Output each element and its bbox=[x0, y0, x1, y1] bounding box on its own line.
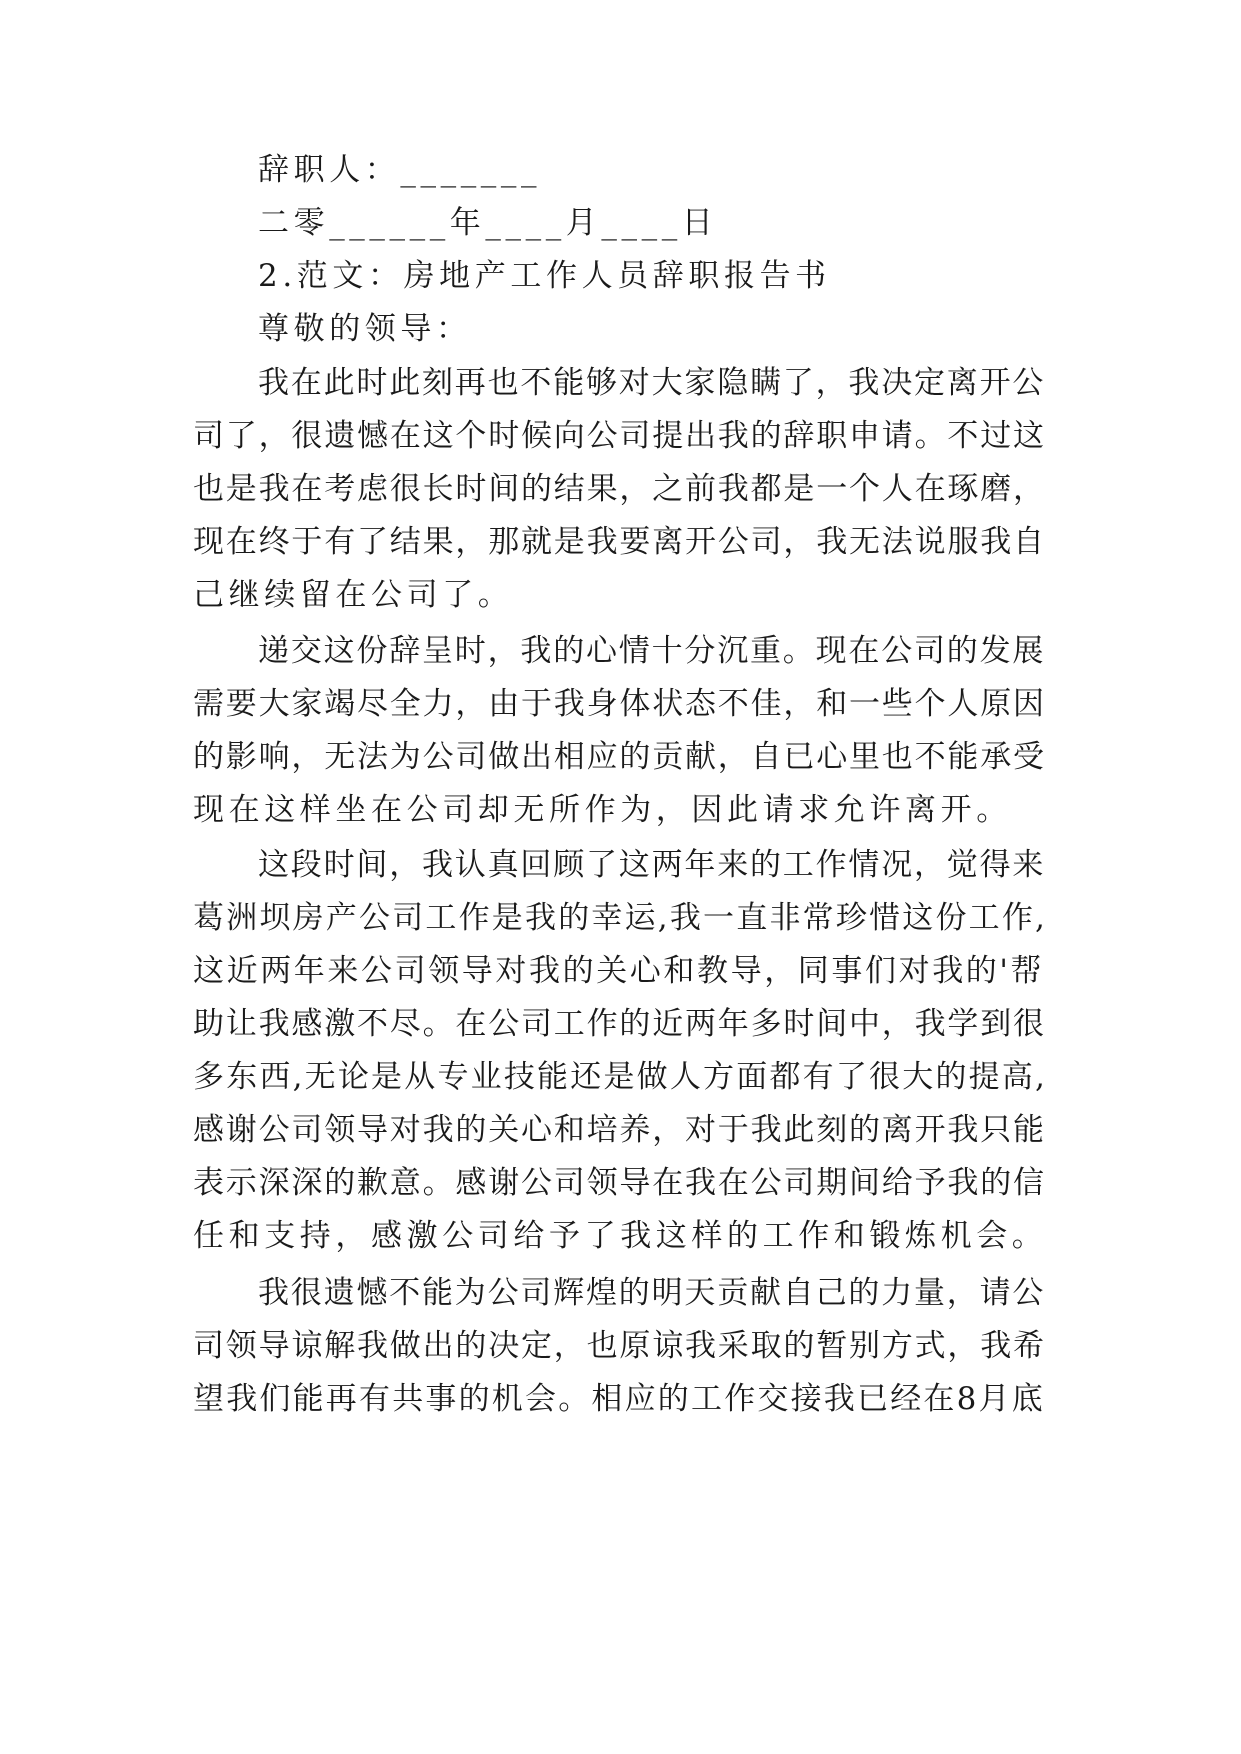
paragraph-line: 这近两年来公司领导对我的关心和教导，同事们对我的'帮 bbox=[193, 953, 1045, 989]
salutation: 尊敬的领导： bbox=[258, 311, 472, 347]
paragraph-line: 己继续留在公司了。 bbox=[193, 577, 514, 613]
paragraph-line: 需要大家竭尽全力，由于我身体状态不佳，和一些个人原因 bbox=[193, 686, 1046, 722]
paragraph-line: 我在此时此刻再也不能够对大家隐瞒了，我决定离开公 bbox=[258, 365, 1046, 401]
paragraph-line: 递交这份辞呈时，我的心情十分沉重。现在公司的发展 bbox=[258, 633, 1046, 669]
paragraph-line: 司了，很遗憾在这个时候向公司提出我的辞职申请。不过这 bbox=[193, 418, 1046, 454]
section-title: 2.范文：房地产工作人员辞职报告书 bbox=[258, 258, 831, 294]
paragraph-line: 任和支持，感激公司给予了我这样的工作和锻炼机会。 bbox=[193, 1218, 1048, 1254]
paragraph-line: 我很遗憾不能为公司辉煌的明天贡献自己的力量，请公 bbox=[258, 1275, 1046, 1311]
paragraph-line: 这段时间，我认真回顾了这两年来的工作情况，觉得来 bbox=[258, 847, 1046, 883]
paragraph-line: 助让我感激不尽。在公司工作的近两年多时间中，我学到很 bbox=[193, 1006, 1046, 1042]
paragraph-line: 司领导谅解我做出的决定，也原谅我采取的暂别方式，我希 bbox=[193, 1328, 1046, 1364]
paragraph-line: 多东西,无论是从专业技能还是做人方面都有了很大的提高, bbox=[193, 1059, 1048, 1095]
date-line: 二零______年____月____日 bbox=[258, 205, 718, 241]
paragraph-line: 的影响，无法为公司做出相应的贡献，自已心里也不能承受 bbox=[193, 739, 1046, 775]
paragraph-line: 葛洲坝房产公司工作是我的幸运,我一直非常珍惜这份工作, bbox=[193, 900, 1048, 936]
paragraph-line: 也是我在考虑很长时间的结果，之前我都是一个人在琢磨， bbox=[193, 471, 1046, 507]
paragraph-line: 感谢公司领导对我的关心和培养，对于我此刻的离开我只能 bbox=[193, 1112, 1046, 1148]
paragraph-line: 表示深深的歉意。感谢公司领导在我在公司期间给予我的信 bbox=[193, 1165, 1046, 1201]
resigner-line: 辞职人：_______ bbox=[258, 152, 542, 188]
paragraph-line: 望我们能再有共事的机会。相应的工作交接我已经在8月底 bbox=[193, 1381, 1045, 1417]
paragraph-line: 现在终于有了结果，那就是我要离开公司，我无法说服我自 bbox=[193, 524, 1046, 560]
paragraph-line: 现在这样坐在公司却无所作为，因此请求允许离开。 bbox=[193, 792, 1012, 828]
